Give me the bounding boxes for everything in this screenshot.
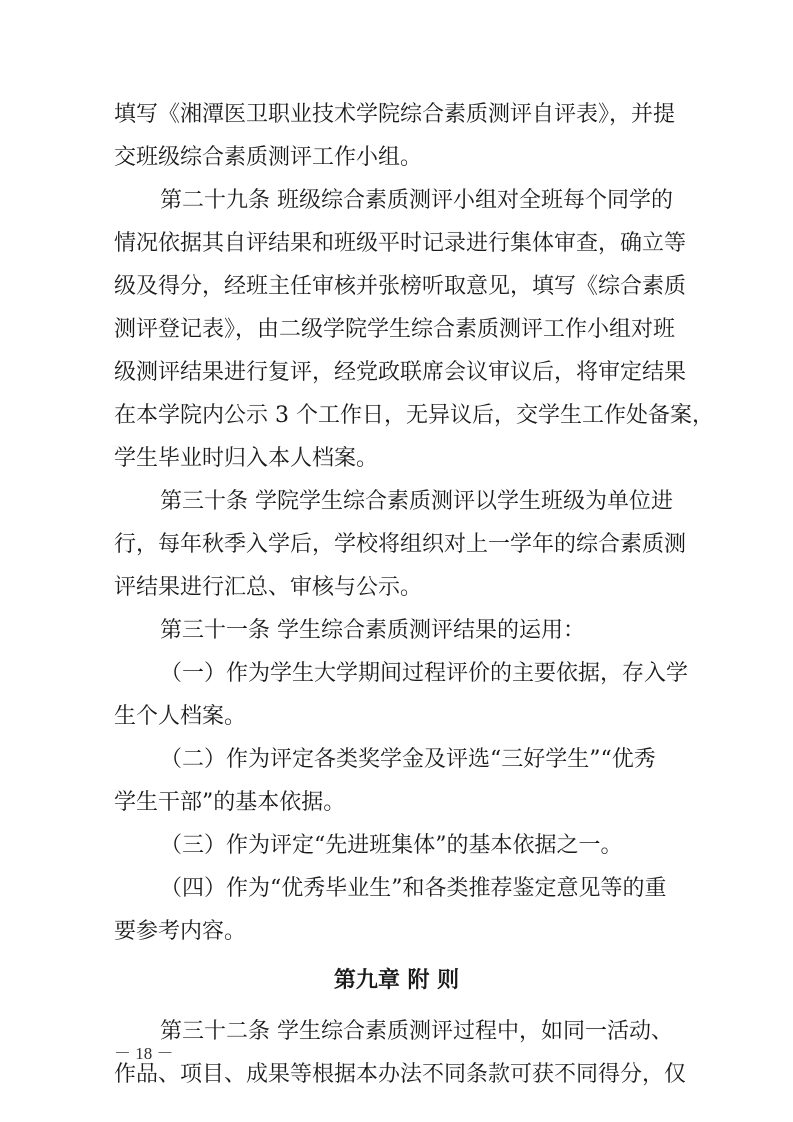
text-line: 在本学院内公示 3 个工作日，无异议后，交学生工作处备案， [114, 403, 714, 428]
article-31-start: 第三十一条 学生综合素质测评结果的运用： [160, 618, 585, 643]
list-item-4: （四）作为“优秀毕业生”和各类推荐鉴定意见等的重 [160, 876, 667, 901]
text-line: 学生干部”的基本依据。 [114, 790, 346, 815]
text-line: 级及得分，经班主任审核并张榜听取意见，填写《综合素质 [114, 274, 687, 299]
article-30-start: 第三十条 学院学生综合素质测评以学生班级为单位进 [160, 489, 673, 514]
text-line: 测评登记表》，由二级学院学生综合素质测评工作小组对班 [114, 317, 676, 342]
list-item-3: （三）作为评定“先进班集体”的基本依据之一。 [160, 833, 623, 858]
text-line: 作品、项目、成果等根据本办法不同条款可获不同得分，仅 [114, 1062, 687, 1087]
list-item-1: （一）作为学生大学期间过程评价的主要依据，存入学 [160, 661, 689, 686]
text-line: 生个人档案。 [114, 704, 247, 729]
text-line: 情况依据其自评结果和班级平时记录进行集体审查，确立等 [114, 231, 687, 256]
page-number: － 18 － [114, 1044, 174, 1063]
article-29-start: 第二十九条 班级综合素质测评小组对全班每个同学的 [160, 188, 673, 213]
text-line: 级测评结果进行复评，经党政联席会议审议后，将审定结果 [114, 360, 687, 385]
text-line: 要参考内容。 [114, 919, 247, 944]
text-line: 评结果进行汇总、审核与公示。 [114, 575, 423, 600]
article-32-start: 第三十二条 学生综合素质测评过程中，如同一活动、 [160, 1019, 673, 1044]
chapter-heading: 第九章 附 则 [333, 968, 460, 993]
list-item-2: （二）作为评定各类奖学金及评选“三好学生”“优秀 [160, 747, 656, 772]
text-line: 行，每年秋季入学后，学校将组织对上一学年的综合素质测 [114, 532, 687, 557]
text-line: 填写《湘潭医卫职业技术学院综合素质测评自评表》，并提 [114, 102, 676, 127]
text-line: 交班级综合素质测评工作小组。 [114, 145, 423, 170]
text-line: 学生毕业时归入本人档案。 [114, 446, 379, 471]
